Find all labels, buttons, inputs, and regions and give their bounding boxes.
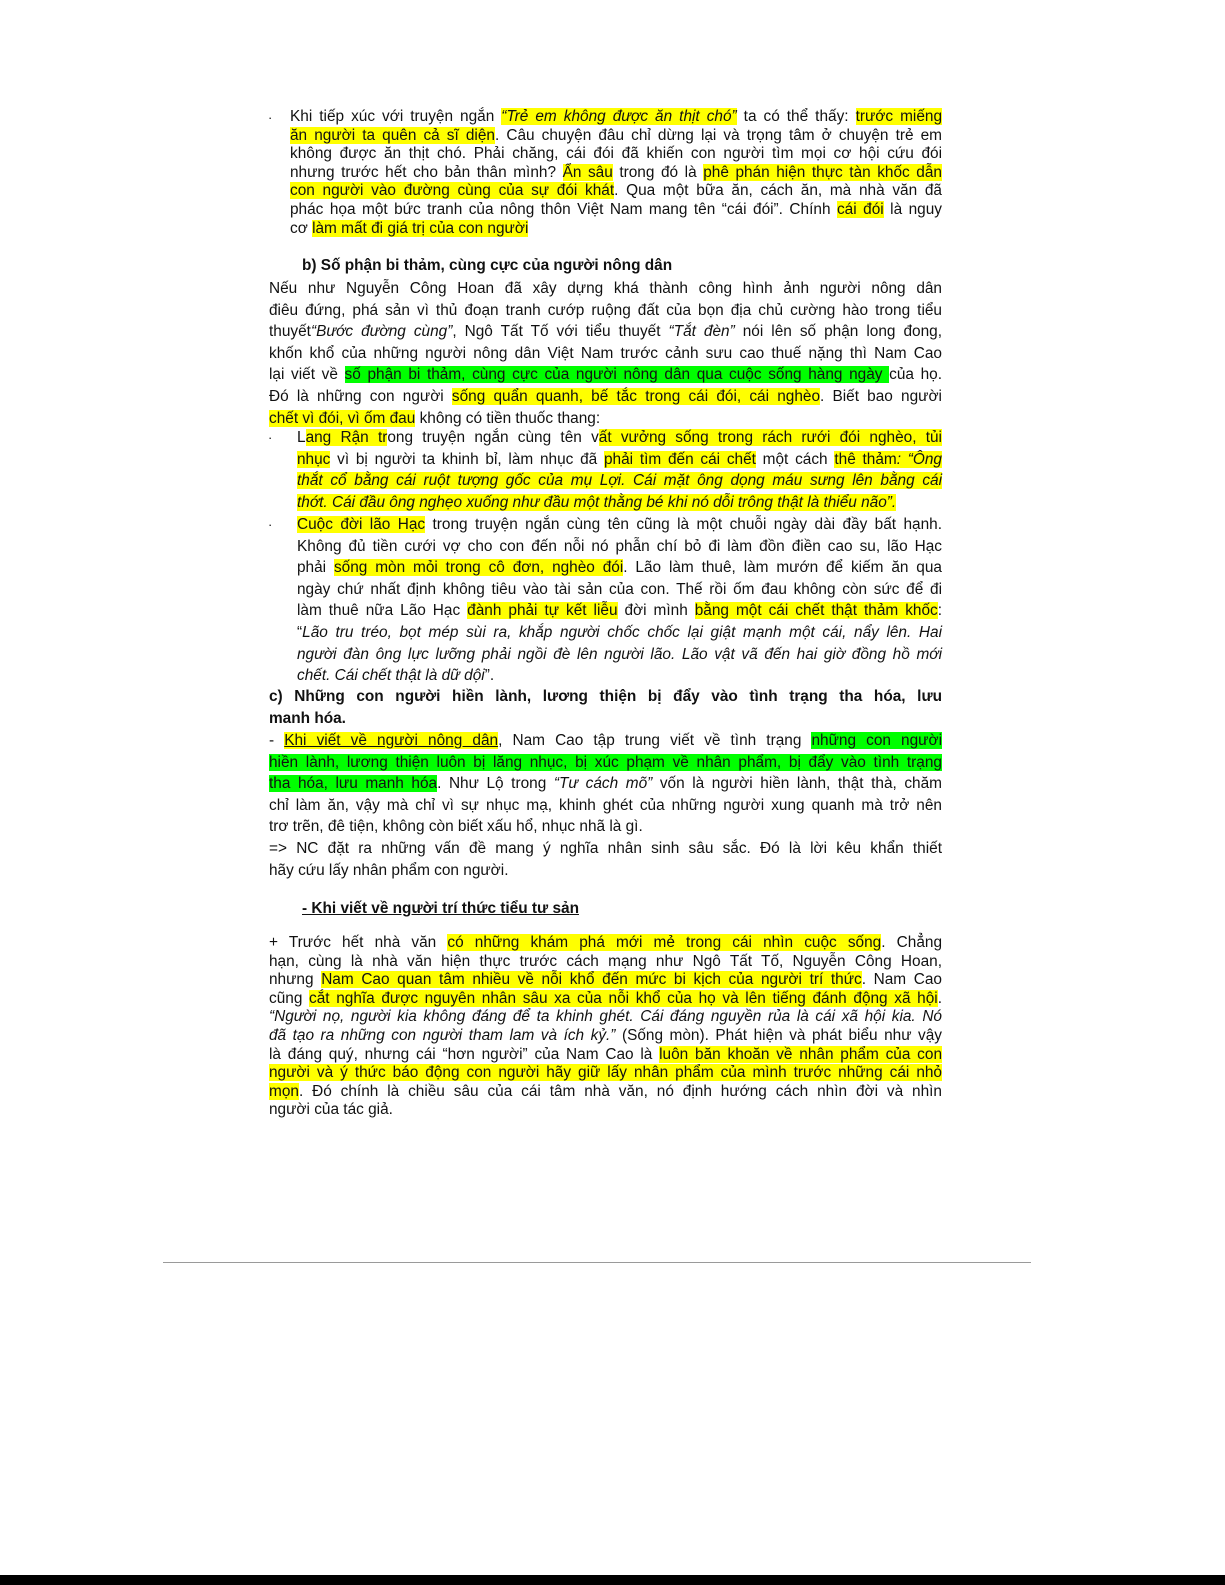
text-run: hạn, cùng là nhà văn hiện thực trước cách mạng như Ngô Tất Tố, Nguyễn Công Hoan,	[269, 952, 942, 970]
text-line	[269, 838, 942, 860]
paragraph-nong-dan	[269, 730, 942, 838]
text-run: => NC đặt ra những vấn đề mang ý nghĩa nhân sinh sâu sắc. Đó là lời kêu khẩn thiết	[269, 840, 942, 857]
text-run: nhưng	[269, 971, 322, 989]
text-run: trơ trẽn, đê tiện, không còn biết xấu hổ, nhục nhã là gì.	[269, 818, 643, 836]
highlighted-text: thớt. Cái đầu ông nghẹo xuống như đầu một thằng bé khi nó dỗi trông thật là thiểu não”.	[297, 493, 897, 511]
highlighted-text: ăn người ta quên cả sĩ diện	[290, 126, 495, 144]
text-line	[269, 934, 942, 953]
text-run: :	[937, 602, 942, 620]
paragraph-lao-hac	[297, 514, 942, 687]
highlighted-text: Nam Cao quan tâm nhiều về nỗi khổ đến mức bi kịch của người trí thức	[321, 971, 862, 989]
highlighted-text: cắt nghĩa được nguyên nhân sâu xa của nỗi khổ của họ và lên tiếng đánh động xã hội	[309, 989, 938, 1007]
highlighted-text: số phận bi thảm, cùng cực của người nông dân qua cuộc sống hàng ngày	[344, 366, 890, 384]
text-run: ong truyện ngắn cùng tên v	[387, 429, 599, 446]
highlighted-text: bằng một cái chết thật thảm khốc	[694, 602, 938, 620]
text-run: không được ăn thịt chó. Phải chăng, cái đói đã khiến con người tìm mọi cơ hội cứu đói	[290, 145, 942, 163]
text-run: (Sống mòn). Phát hiện và phát biểu như vậy	[615, 1026, 942, 1044]
text-run: thuyết	[269, 323, 311, 341]
text-run: chết. Cái chết thật là dữ dội	[297, 667, 485, 685]
highlighted-text: đành phải tự kết liễu	[467, 602, 618, 620]
paragraph-tri-thuc	[269, 934, 942, 1120]
text-run: chỉ làm ăn, vậy mà chỉ vì sự nhục mạ, khinh ghét của những người xung quanh mà trở nên	[269, 796, 942, 814]
text-run: nhưng trước hết cho bản thân mình?	[290, 163, 563, 181]
text-line	[290, 108, 942, 127]
text-run: ”.	[484, 667, 495, 685]
text-run: ta có thể thấy:	[736, 108, 856, 125]
text-run: khốn khổ của những người nông dân Việt Nam trước cảnh sưu cao thuế nặng thì Nam Cao	[269, 344, 942, 362]
highlighted-text: thê thảm	[834, 450, 897, 468]
text-line	[269, 1008, 942, 1027]
text-line	[297, 557, 942, 579]
text-line	[269, 408, 942, 430]
highlighted-text: sống mòn mỏi trong cô đơn, nghèo đói	[333, 559, 624, 577]
highlighted-text: trước miếng	[855, 108, 943, 125]
highlighted-text: những con người	[811, 732, 942, 749]
text-run: đã tạo ra những con người tham lam và ích kỷ.”	[269, 1026, 616, 1044]
highlighted-text: chết vì đói, vì ốm đau	[269, 409, 416, 427]
bottom-edge	[0, 1575, 1225, 1585]
text-run: . Chẳng	[881, 934, 943, 951]
text-line	[269, 730, 942, 752]
heading-b: b) Số phận bi thảm, cùng cực của người nông dân	[302, 257, 673, 274]
highlighted-text: hiền lành, lương thiện luôn bị lăng nhục, bị xúc phạm về nhân phẩm, bị đẩy vào tình trạng	[269, 753, 942, 771]
text-line	[269, 278, 942, 300]
text-line	[269, 708, 942, 730]
highlighted-text: tha hóa, lưu manh hóa	[269, 775, 438, 793]
text-run: là nguy	[883, 200, 942, 218]
text-run: người của tác giả.	[269, 1101, 393, 1119]
text-run: c) Những con người hiền lành, lương thiện bị đẩy vào tình trạng tha hóa, lưu	[269, 688, 942, 705]
text-line	[269, 971, 942, 990]
highlighted-text: ất vưởng sống trong rách rưới đói nghèo, tủi	[598, 429, 942, 446]
text-line	[297, 449, 942, 471]
text-run: không có tiền thuốc thang:	[415, 409, 601, 427]
text-run: . Lão làm thuê, làm mướn để kiếm ăn qua	[623, 559, 942, 577]
text-line	[297, 622, 942, 644]
paragraph-lang-ran	[297, 427, 942, 513]
text-run: vốn là người hiền lành, thật thà, chăm	[652, 775, 942, 793]
text-run: . Qua một bữa ăn, cách ăn, mà nhà văn đã	[614, 182, 942, 200]
text-line	[290, 145, 942, 164]
text-run: cũng	[269, 989, 310, 1007]
text-run: Đó là những con người	[269, 387, 452, 405]
text-run: . Đó chính là chiều sâu của cái tâm nhà văn, nó định hướng cách nhìn đời và nhìn	[298, 1082, 942, 1100]
text-line	[269, 386, 942, 408]
highlighted-text: Ẩn sâu	[562, 163, 613, 181]
text-line	[269, 990, 942, 1009]
text-run: đời mình	[617, 602, 695, 620]
highlighted-text: làm mất đi giá trị của con người	[312, 219, 529, 237]
text-run: nói lên số phận long đong,	[734, 323, 942, 341]
text-line	[290, 182, 942, 201]
text-run: “Tư cách mõ”	[553, 775, 653, 793]
page-divider	[163, 1262, 1031, 1263]
text-line	[297, 579, 942, 601]
text-run: + Trước hết nhà văn	[269, 934, 448, 951]
text-run: Nếu như Nguyễn Công Hoan đã xây dựng khá thành công hình ảnh người nông dân	[269, 280, 942, 297]
text-run: L	[297, 429, 306, 446]
paragraph-conclusion	[269, 838, 942, 881]
highlighted-text: Cuộc đời lão Hạc	[297, 516, 426, 533]
text-run: làm thuê nữa Lão Hạc	[297, 602, 468, 620]
highlighted-text: phải tìm đến cái chết	[603, 450, 756, 468]
text-line	[290, 201, 942, 220]
highlighted-text: cái đói	[836, 200, 884, 218]
text-run: phác họa một bức tranh của nông thôn Việt Nam mang tên “cái đói”. Chính	[290, 200, 837, 218]
text-line	[269, 795, 942, 817]
heading-tri-thuc: - Khi viết về người trí thức tiểu tư sản	[302, 900, 579, 917]
text-run: lại viết về	[269, 366, 345, 384]
text-run: hãy cứu lấy nhân phẩm con người.	[269, 861, 509, 879]
text-line	[269, 686, 942, 708]
text-line	[269, 300, 942, 322]
heading-c	[269, 686, 942, 729]
text-run: . Biết bao người	[820, 387, 942, 405]
text-run: . Nam Cao	[861, 971, 942, 989]
bullet-marker: ·	[268, 517, 273, 532]
bullet-marker: ·	[268, 430, 273, 445]
highlighted-text: sống quẩn quanh, bế tắc trong cái đói, cái nghèo	[451, 387, 820, 405]
text-run: Khi tiếp xúc với truyện ngắn	[290, 108, 502, 125]
text-line	[297, 600, 942, 622]
text-line	[269, 364, 942, 386]
text-line	[269, 321, 942, 343]
text-run: điêu đứng, phá sản vì thủ đoạn tranh cướp ruộng đất của bọn địa chủ cường hào trong tiểu	[269, 301, 942, 319]
text-run: trong truyện ngắn cùng tên cũng là một chuỗi ngày dài đầy bất hạnh.	[425, 516, 942, 533]
text-run: là đáng quý, nhưng cái “hơn người” của Nam Cao là	[269, 1045, 660, 1063]
text-line	[269, 1064, 942, 1083]
text-run: , Nam Cao tập trung viết về tình trạng	[498, 732, 812, 749]
highlighted-text: Khi viết về người nông dân	[284, 732, 499, 749]
text-run: “Người nọ, người kia không đáng để ta khinh ghét. Cái đáng nguyền rủa là cái xã hội kia. Nó	[269, 1008, 942, 1026]
text-line	[290, 127, 942, 146]
text-run: trong đó là	[612, 163, 704, 181]
text-line	[297, 427, 942, 449]
text-run: vì bị người ta khinh bỉ, làm nhục đã	[330, 450, 604, 468]
paragraph-so-phan	[269, 278, 942, 429]
text-run: ngày chứ nhất định không tiêu vào tài sản của con. Thế rồi ốm đau không còn sức để đi	[297, 580, 942, 598]
text-line	[269, 1083, 942, 1102]
text-run: , Ngô Tất Tố với tiểu thuyết	[452, 323, 669, 341]
text-line	[297, 492, 942, 514]
text-run: của họ.	[889, 366, 942, 384]
text-line	[269, 773, 942, 795]
text-run: “Bước đường cùng”	[310, 323, 453, 341]
text-run: một cách	[755, 450, 835, 468]
highlighted-text: luôn băn khoăn về nhân phẩm của con	[659, 1045, 943, 1063]
paragraph-tre-em	[290, 108, 942, 238]
text-run: phải	[297, 559, 334, 577]
text-line	[269, 816, 942, 838]
highlighted-text: mọn	[269, 1082, 299, 1100]
text-line	[297, 470, 942, 492]
highlighted-text: con người vào đường cùng của sự đói khát	[290, 182, 615, 200]
text-run: “Tắt đèn”	[668, 323, 735, 341]
bullet-marker: ·	[268, 110, 273, 125]
text-line	[269, 752, 942, 774]
text-run: Không đủ tiền cưới vợ cho con đến nỗi nó phẫn chí bỏ đi làm đồn điền cao su, lão Hạc	[297, 537, 942, 555]
text-run: người đàn ông lực lưỡng phải ngồi đè lên người lão. Lão vật vã đến hai giờ đồng hồ mới	[297, 645, 942, 663]
text-run: .	[937, 989, 942, 1007]
highlighted-text: người và ý thức báo động con người hãy giữ lấy nhân phẩm của mình trước những cái nhỏ	[269, 1064, 942, 1082]
highlighted-text: thắt cổ bằng cái ruột tượng gốc của mụ Lợi. Cái mặt ông dọng máu sưng lên bằng cái	[297, 472, 942, 490]
text-line	[269, 953, 942, 972]
text-run: Lão tru tréo, bọt mép sùi ra, khắp người chốc chốc lại giật mạnh một cái, nẩy lên. Hai	[302, 623, 942, 641]
text-run: . Câu chuyện đâu chỉ dừng lại và trọng tâm ở chuyện trẻ em	[494, 126, 943, 144]
text-run: manh hóa.	[269, 709, 346, 727]
highlighted-text: có những khám phá mới mẻ trong cái nhìn cuộc sống	[447, 934, 882, 951]
text-line	[269, 343, 942, 365]
text-line	[269, 1101, 942, 1120]
text-line	[290, 220, 942, 239]
highlighted-text: : “Ông	[896, 450, 942, 468]
text-line	[297, 644, 942, 666]
text-run: cơ	[290, 219, 313, 237]
text-line	[269, 860, 942, 882]
text-line	[297, 665, 942, 687]
highlighted-text: nhục	[297, 450, 331, 468]
text-line	[269, 1027, 942, 1046]
text-line	[297, 536, 942, 558]
text-line	[269, 1046, 942, 1065]
text-line	[290, 164, 942, 183]
highlighted-text: “Trẻ em không được ăn thịt chó”	[501, 108, 737, 125]
highlighted-text: ang Rận tr	[305, 429, 388, 446]
text-run: “	[297, 623, 303, 641]
text-run: . Như Lộ trong	[437, 775, 554, 793]
highlighted-text: phê phán hiện thực tàn khốc dẫn	[703, 163, 942, 181]
text-line	[297, 514, 942, 536]
text-run: -	[269, 732, 285, 749]
